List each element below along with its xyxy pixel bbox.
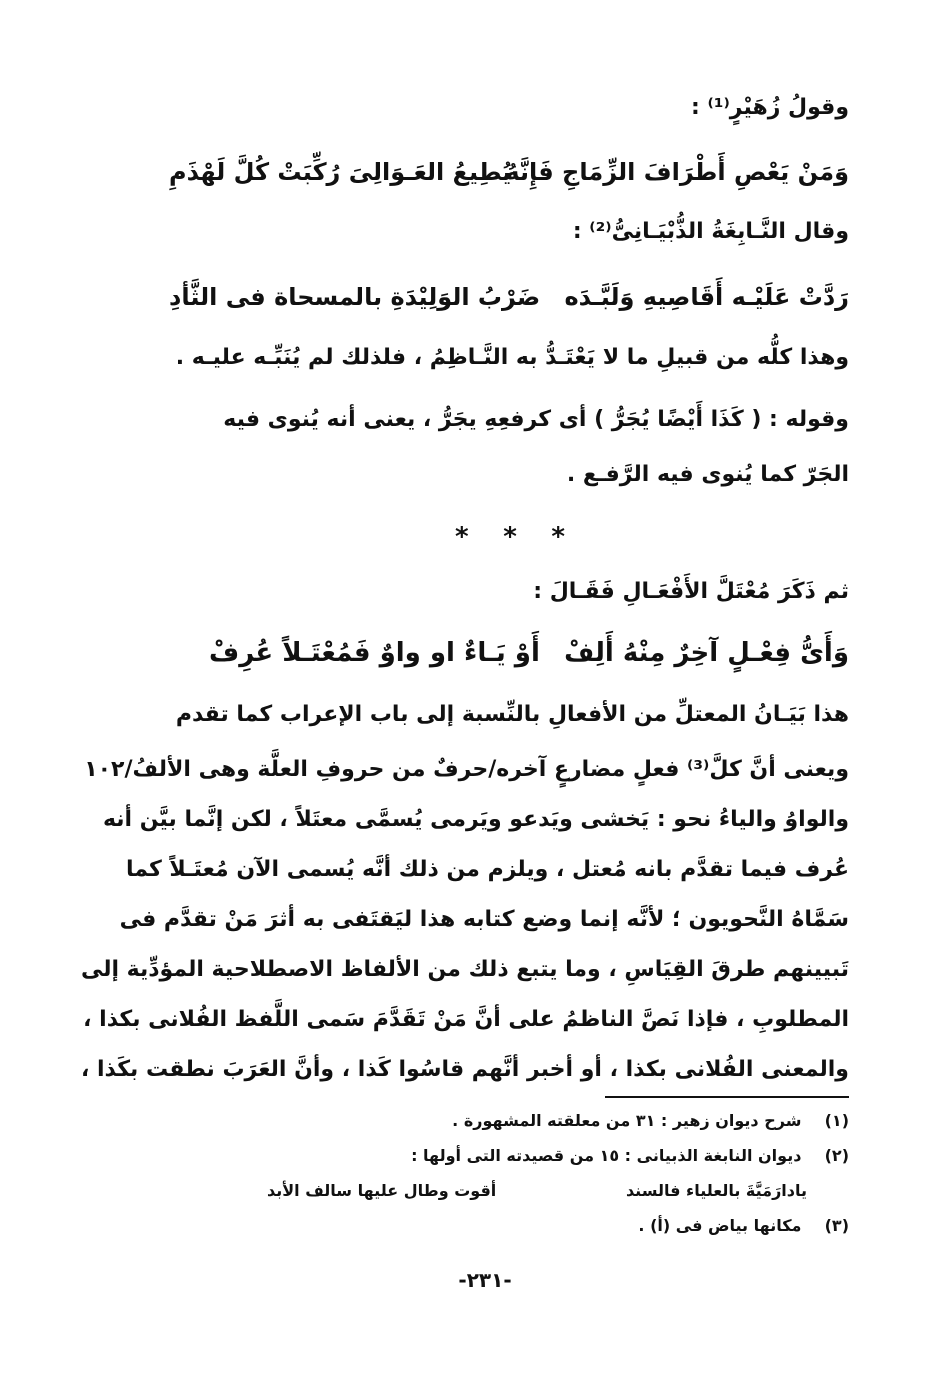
footnote-divider <box>605 1096 849 1098</box>
section-separator <box>455 522 565 552</box>
footnote-verse-second: أقوت وطال عليها سالف الأبد <box>267 1181 497 1200</box>
footnote-text: ديوان النابغة الذبيانى : ١٥ من قصيدته التى أولها : <box>411 1146 802 1165</box>
verse-hemistich-second: ضَرْبُ الوَلِيْدَةِ بالمسحاة فى الثَّأدِ <box>169 283 541 311</box>
verse-hemistich-first: وَأَىُّ فِعْـلٍ آخِرٌ مِنْهُ أَلِفْ <box>564 638 849 668</box>
line-quote-zuhayr: وقولُ زُهَيْرٍ⁽¹⁾ : <box>691 95 849 120</box>
verse-alfiyya <box>209 633 849 673</box>
verse-hemistich-second: يُطِيعُ العَـوَالِىَ رُكِّبَتْ كُلَّ لَهْذَمِ <box>169 158 512 186</box>
paragraph-line: وقوله : ( كَذَا أَيْضًا يُجَرُّ ) أى كرفعِهِ يجَرُّ ، يعنى أنه يُنوى فيه <box>223 407 849 432</box>
separator-star: * <box>551 522 565 552</box>
paragraph-line: هذا بَيَـانُ المعتلِّ من الأفعالِ بالنِّسبة إلى باب الإعراب كما تقدم <box>175 702 849 727</box>
footnote-2 <box>249 1143 849 1169</box>
paragraph-line: ويعنى أنَّ كلَّ⁽³⁾ فعلٍ مضارعٍ آخره/حرفٌ من حروفِ العلَّة وهى الألفُ/١٠٢ <box>84 757 849 782</box>
paragraph-line: الجَرّ كما يُنوى فيه الرَّفـع . <box>566 462 849 487</box>
footnote-3 <box>249 1213 849 1239</box>
paragraph-line: المطلوبِ ، فإذا نَصَّ الناظمُ على أنَّ مَنْ تَقَدَّمَ سَمى اللَّفظ الفُلانى بكذا ، <box>83 1007 849 1032</box>
page-number: -٢٣١- <box>458 1268 512 1292</box>
paragraph-line: والمعنى الفُلانى بكذا ، أو أخبر أنَّهم قاسُوا كَذا ، وأنَّ العَرَبَ نطقت بكَذا ، <box>80 1057 849 1082</box>
footnote-number: (١) <box>824 1111 849 1130</box>
footnote-number: (٢) <box>824 1146 849 1165</box>
paragraph-line: وهذا كلُّه من قبيلِ ما لا يَعْتَـدُّ به النَّـاظِمُ ، فلذلك لم يُنَبِّـه عليـه . <box>175 345 849 370</box>
paragraph-line: عُرف فيما تقدَّم بانه مُعتل ، ويلزم من ذلك أنَّه يُسمى الآن مُعتَـلاً كما <box>125 857 849 882</box>
footnote-1 <box>249 1108 849 1134</box>
line-quote-nabigha: وقال النَّـابِغَةُ الذُّبْيَـانِىُّ⁽²⁾ : <box>572 219 849 244</box>
verse-nabigha <box>169 277 849 317</box>
footnote-text: شرح ديوان زهير : ٣١ من معلقته المشهورة . <box>452 1111 802 1130</box>
footnote-text: مكانها بياض فى (أ) . <box>638 1216 802 1235</box>
paragraph-line: والواوُ والياءُ نحو : يَخشى ويَدعو ويَرمى يُسمَّى معتَلاً ، لكن إنَّما بيَّن أنه <box>102 807 849 832</box>
footnote-number: (٣) <box>824 1216 849 1235</box>
footnote-verse-first: يادارَمَيَّةَ بالعلياء فالسند <box>625 1181 807 1200</box>
verse-hemistich-second: أَوْ يَـاءٌ او واوٌ فَمُعْتَـلاً عُرِفْ <box>209 638 540 668</box>
verse-hemistich-first: وَمَنْ يَعْصِ أَطْرَافَ الزِّمَاجِ فَإِنَّهُ <box>505 158 849 186</box>
paragraph-line: سَمَّاهُ النَّحويون ؛ لأنَّه إنما وضع كتابه هذا ليَقتَفى به أثرَ مَنْ تقدَّم فى <box>119 907 849 932</box>
paragraph-line: تَبيينهم طرقَ القِيَاسِ ، وما يتبع ذلك من الألفاظ الاصطلاحية المؤدِّية إلى <box>80 957 849 982</box>
separator-star: * <box>503 522 517 552</box>
verse-zuhayr <box>169 152 849 192</box>
line-section-intro: ثم ذَكَرَ مُعْتَلَّ الأَفْعَـالِ فَقَـالَ : <box>533 579 849 604</box>
footnote-verse <box>267 1178 807 1204</box>
verse-hemistich-first: رَدَّتْ عَلَيْـه أَقَاصِيهِ وَلَبَّـدَه <box>564 283 849 311</box>
separator-star: * <box>455 522 469 552</box>
